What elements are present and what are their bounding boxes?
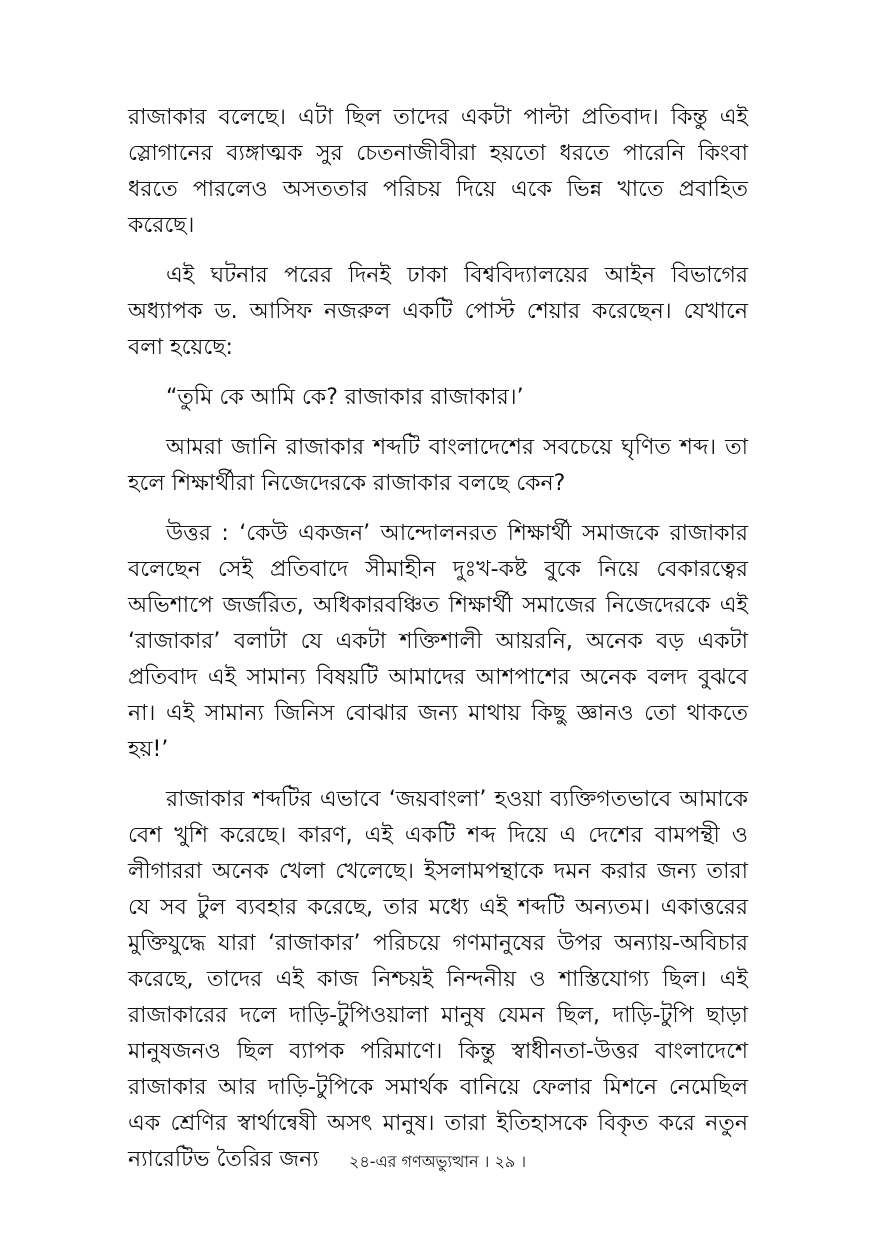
paragraph-5: উত্তর : ‘কেউ একজন’ আন্দোলনরত শিক্ষার্থী সমাজকে রাজাকার বলেছেন সেই প্রতিবাদে সীমাহীন দুঃখ-কষ্ট বুকে নিয়ে বেকারত্বের অভিশাপে জর্জরিত, অধিকারবঞ্চিত শিক্ষার্থী সমাজের নিজেদেরকে এই ‘রাজাকার’ বলাটা যে একটা শক্তিশালী আয়রনি, অনেক বড় একটা প্রতিবাদ এই সামান্য বিষয়টি আমাদের আশপাশের অনেক বলদ বুঝবে না। এই সামান্য জিনিস বোঝার জন্য মাথায় কিছু জ্ঞানও তো থাকতে হয়!’ xyxy=(128,521,748,762)
paragraph-2: এই ঘটনার পরের দিনই ঢাকা বিশ্ববিদ্যালয়ের আইন বিভাগের অধ্যাপক ড. আসিফ নজরুল একটি পোস্ট শেয়ার করেছেন। যেখানে বলা হয়েছে: xyxy=(128,263,748,360)
paragraph-1: রাজাকার বলেছে। এটা ছিল তাদের একটা পাল্টা প্রতিবাদ। কিন্তু এই স্লোগানের ব্যঙ্গাত্মক সুর চেতনাজীবীরা হয়তো ধরতে পারেনি কিংবা ধরতে পারলেও অসততার পরিচয় দিয়ে একে ভিন্ন খাতে প্রবাহিত করেছে। xyxy=(128,105,748,238)
page-footer: ২৪-এর গণঅভ্যুত্থান । ২৯ । xyxy=(348,1152,527,1171)
quote-paragraph: “তুমি কে আমি কে? রাজাকার রাজাকার।’ xyxy=(166,385,524,410)
paragraph-4: আমরা জানি রাজাকার শব্দটি বাংলাদেশের সবচেয়ে ঘৃণিত শব্দ। তা হলে শিক্ষার্থীরা নিজেদেরকে রাজাকার বলছে কেন? xyxy=(128,435,748,496)
body-text xyxy=(128,100,748,1192)
paragraph-6: রাজাকার শব্দটির এভাবে ‘জয়বাংলা’ হওয়া ব্যক্তিগতভাবে আমাকে বেশ খুশি করেছে। কারণ, এই একটি শব্দ দিয়ে এ দেশের বামপন্থী ও লীগাররা অনেক খেলা খেলেছে। ইসলামপন্থাকে দমন করার জন্য তারা যে সব টুল ব্যবহার করেছে, তার মধ্যে এই শব্দটি অন্যতম। একাত্তরের মুক্তিযুদ্ধে যারা ‘রাজাকার’ পরিচয়ে গণমানুষের উপর অন্যায়-অবিচার করেছে, তাদের এই কাজ নিশ্চয়ই নিন্দনীয় ও শাস্তিযোগ্য ছিল। এই রাজাকারের দলে দাড়ি-টুপিওয়ালা মানুষ যেমন ছিল, দাড়ি-টুপি ছাড়া মানুষজনও ছিল ব্যাপক পরিমাণে। কিন্তু স্বাধীনতা-উত্তর বাংলাদেশে রাজাকার আর দাড়ি-টুপিকে সমার্থক বানিয়ে ফেলার মিশনে নেমেছিল এক শ্রেণির স্বার্থান্বেষী অসৎ মানুষ। তারা ইতিহাসকে বিকৃত করে নতুন ন্যারেটিভ তৈরির জন্য xyxy=(128,787,748,1172)
